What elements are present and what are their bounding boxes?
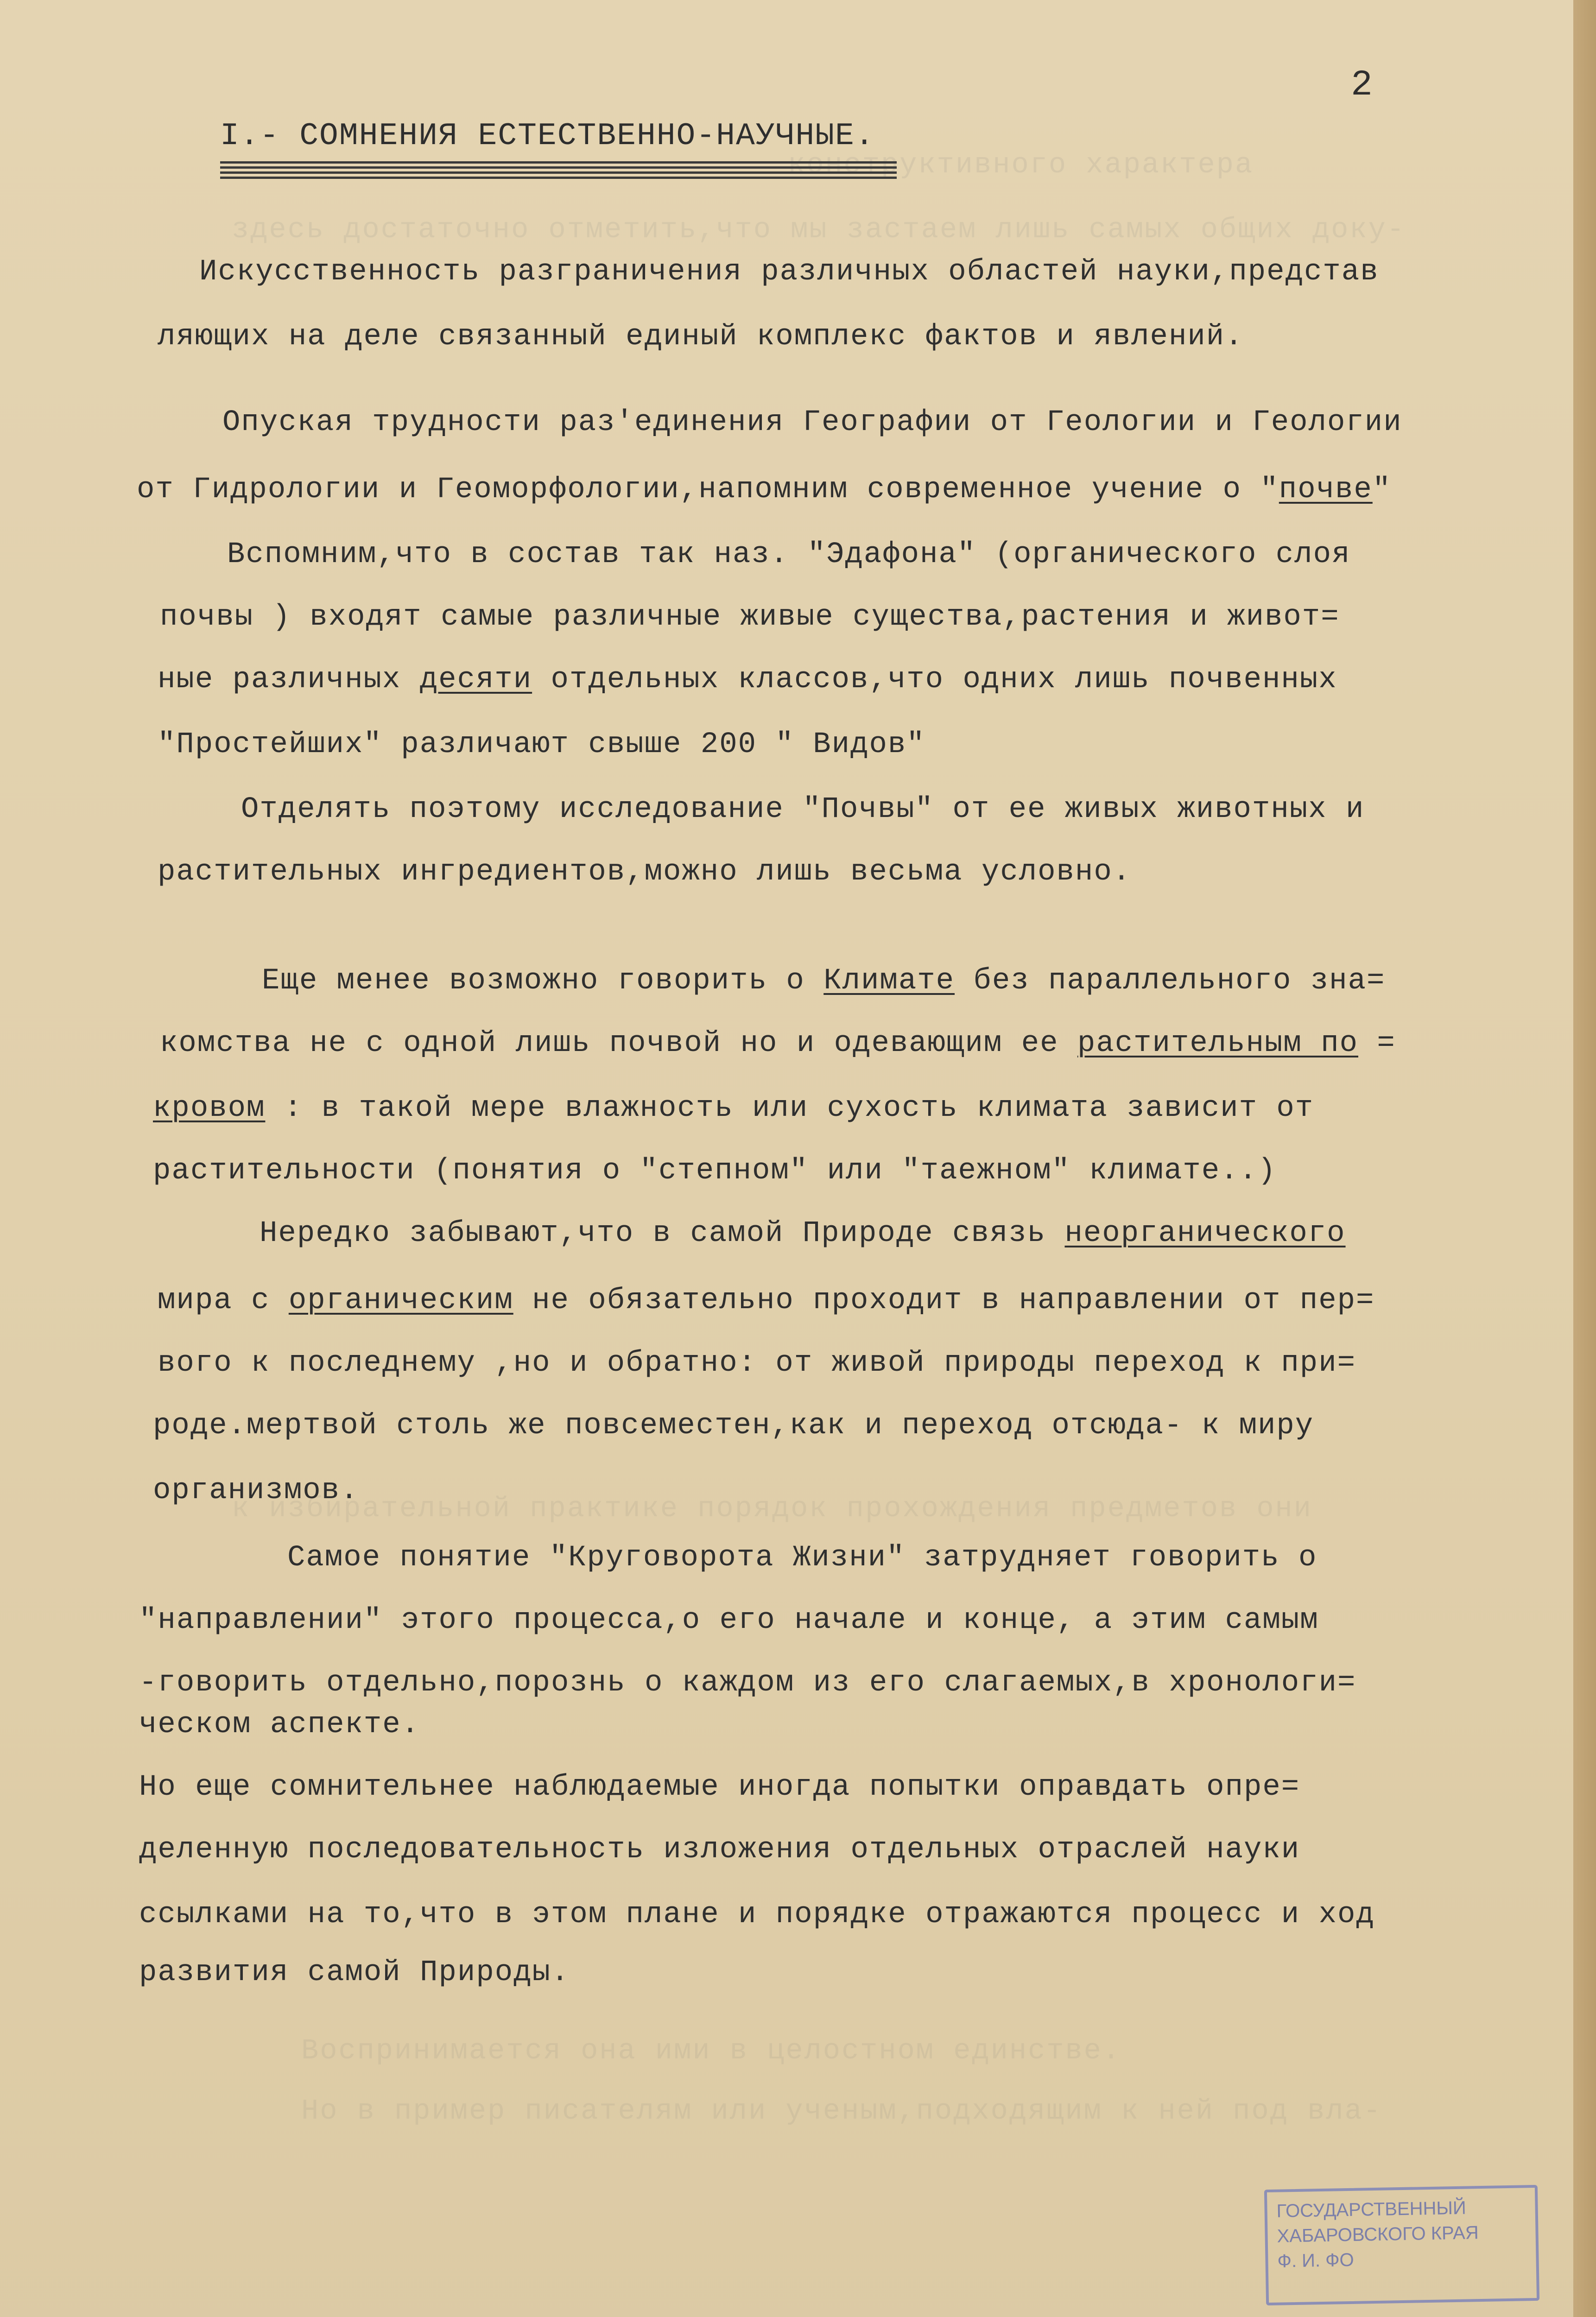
stamp-line: Ф. И. ФО (1277, 2249, 1355, 2272)
underlined-term: Климате (823, 964, 955, 998)
text-segment: организмов. (153, 1474, 359, 1507)
text-segment: комства не с одной лишь почвой но и одевающим ее (160, 1027, 1077, 1060)
text-segment: -говорить отдельно,порознь о каждом из его слагаемых,в хронологи= (139, 1666, 1356, 1700)
text-segment: Вспомним,что в состав так наз. "Эдафона" (органического слоя (227, 538, 1351, 571)
text-line (139, 1958, 570, 1988)
text-segment: деленную последовательность изложения отдельных отраслей науки (139, 1833, 1300, 1867)
text-segment: "Простейших" различают свыше 200 " Видов" (158, 728, 925, 761)
text-segment: роде.мертвой столь же повсеместен,как и переход отсюда- к миру (153, 1409, 1314, 1443)
text-segment: не обязательно проходит в направлении от пер= (513, 1284, 1375, 1317)
text-segment: Опуская трудности раз'единения Географии от Геологии и Геологии (222, 406, 1402, 439)
text-segment: ческом аспекте. (139, 1708, 420, 1741)
section-heading: I.- СОМНЕНИЯ ЕСТЕСТВЕННО-НАУЧНЫЕ. (220, 118, 875, 154)
page-number: 2 (1351, 65, 1373, 106)
next-page-edge (1573, 0, 1596, 2317)
text-line (139, 1900, 1375, 1930)
text-segment: растительных ингредиентов,можно лишь весьма условно. (158, 855, 1132, 889)
underlined-term: органическим (288, 1284, 513, 1317)
text-segment: ссылками на то,что в этом плане и порядке отражаются процесс и ход (139, 1898, 1375, 1931)
document-page: конструктивного характера здесь достаточно отметить,что мы застаем лишь самых общих доку- к избирательной практике порядок прохождения предметов они Воспринимается она ими в целостном единстве. Но в пример писателям или ученым,подходящим к ней под вла- 2 I.- СОМНЕНИЯ ЕСТЕСТВЕННО-НАУЧНЫЕ. Искусственность разграничения различных областей науки,представ ляющих на деле связанный единый комплекс фактов и явлений. Опуская трудности раз'единения Географии от Геологии и Геологии от Гидрологии и Геоморфологии,напомним современное учение о "почве" Вспомним,что в состав так наз. "Эдафона" (органического слоя почвы ) входят самые различные живые существа,растения и живот= ные различных десяти отдельных классов,что одних лишь почвенных "Простейших" различают свыше 200 " Видов" Отделять поэтому исследование "Почвы" от ее живых животных и растительных ингредиентов,можно лишь весьма условно. Еще менее возможно говорить о Климате без параллельного зна= комства не с одной лишь почвой но и одевающим ее растительным по = кровом : в такой мере влажность или сухость климата зависит от растительности (понятия о "степном" или "таежном" климате..) Нередко забывают,что в самой Природе связь неорганического мира с органическим не обязательно проходит в направлении от пер= вого к последнему ,но и обратно: от живой природы переход к при= роде.мертвой столь же повсеместен,как и переход отсюда- к миру организмов. Самое понятие "Круговорота Жизни" затрудняет говорить о "направлении" этого процесса,о его начале и конце, а этим самым -говорить отдельно,порознь о каждом из его слагаемых,в хронологи= ческом аспекте. Но еще сомнительнее наблюдаемые иногда попытки оправдать опре= деленную последовательность изложения отдельных отраслей науки ссылками на то,что в этом плане и порядке отражаются процесс и ход развития самой Природы. ГОСУДАРСТВЕННЫЙ ХАБАРОВСКОГО КРАЯ Ф. И. ФО (0, 0, 1573, 2317)
text-line (260, 1219, 1346, 1248)
archive-stamp (1264, 2185, 1539, 2305)
text-segment: "направлении" этого процесса,о его начале и конце, а этим самым (139, 1604, 1319, 1637)
text-segment: вого к последнему ,но и обратно: от живой природы переход к при= (158, 1347, 1356, 1380)
text-segment: ляющих на деле связанный единый комплекс фактов и явлений. (158, 320, 1244, 354)
text-line (139, 1710, 420, 1740)
heading-double-rule (220, 161, 897, 169)
text-segment: = (1358, 1027, 1396, 1060)
text-segment: мира с (158, 1284, 289, 1317)
text-line (137, 475, 1391, 505)
underlined-term: растительным по (1077, 1027, 1358, 1060)
text-segment: Еще менее возможно говорить о (262, 964, 824, 998)
text-line (241, 795, 1364, 824)
text-segment: Нередко забывают,что в самой Природе связь (260, 1217, 1065, 1250)
text-segment: Но еще сомнительнее наблюдаемые иногда попытки оправдать опре= (139, 1771, 1300, 1804)
stamp-line: ХАБАРОВСКОГО КРАЯ (1277, 2222, 1479, 2247)
text-line (153, 1411, 1314, 1441)
text-line (287, 1543, 1317, 1573)
text-segment: : в такой мере влажность или сухость климата зависит от (265, 1092, 1314, 1125)
text-segment: почвы ) входят самые различные живые существа,растения и живот= (160, 601, 1340, 634)
text-line (262, 966, 1385, 996)
text-line (153, 1094, 1314, 1123)
text-line (199, 257, 1379, 287)
text-line (139, 1606, 1319, 1635)
text-line (139, 1773, 1300, 1802)
heading-double-rule (220, 171, 897, 179)
text-line (158, 730, 925, 760)
stamp-line: ГОСУДАРСТВЕННЫЙ (1276, 2197, 1466, 2222)
text-line (158, 322, 1244, 352)
text-line (222, 408, 1402, 437)
text-segment: " (1372, 473, 1392, 506)
text-segment: развития самой Природы. (139, 1956, 570, 1989)
underlined-term: неорганического (1064, 1217, 1346, 1250)
text-line (158, 665, 1337, 695)
text-line (160, 602, 1340, 632)
text-line (158, 1348, 1356, 1378)
text-segment: Отделять поэтому исследование "Почвы" от ее живых животных и (241, 793, 1365, 826)
text-line (139, 1668, 1356, 1698)
text-line (158, 857, 1131, 887)
text-line (227, 540, 1350, 570)
text-segment: Искусственность разграничения различных областей науки,представ (199, 255, 1379, 289)
text-segment: растительности (понятия о "степном" или "таежном" климате..) (153, 1154, 1277, 1188)
underlined-term: десяти (419, 663, 532, 696)
text-line (160, 1029, 1396, 1058)
text-line (153, 1476, 359, 1506)
text-segment: без параллельного зна= (955, 964, 1386, 998)
text-line (153, 1156, 1276, 1186)
text-segment: от Гидрологии и Геоморфологии,напомним современное учение о " (137, 473, 1279, 506)
text-segment: Самое понятие "Круговорота Жизни" затрудняет говорить о (287, 1541, 1317, 1575)
underlined-term: почве (1279, 473, 1373, 506)
text-segment: отдельных классов,что одних лишь почвенных (532, 663, 1337, 696)
text-line (158, 1286, 1374, 1316)
text-segment: ные различных (158, 663, 420, 696)
text-line (139, 1835, 1300, 1865)
underlined-term: кровом (153, 1092, 266, 1125)
